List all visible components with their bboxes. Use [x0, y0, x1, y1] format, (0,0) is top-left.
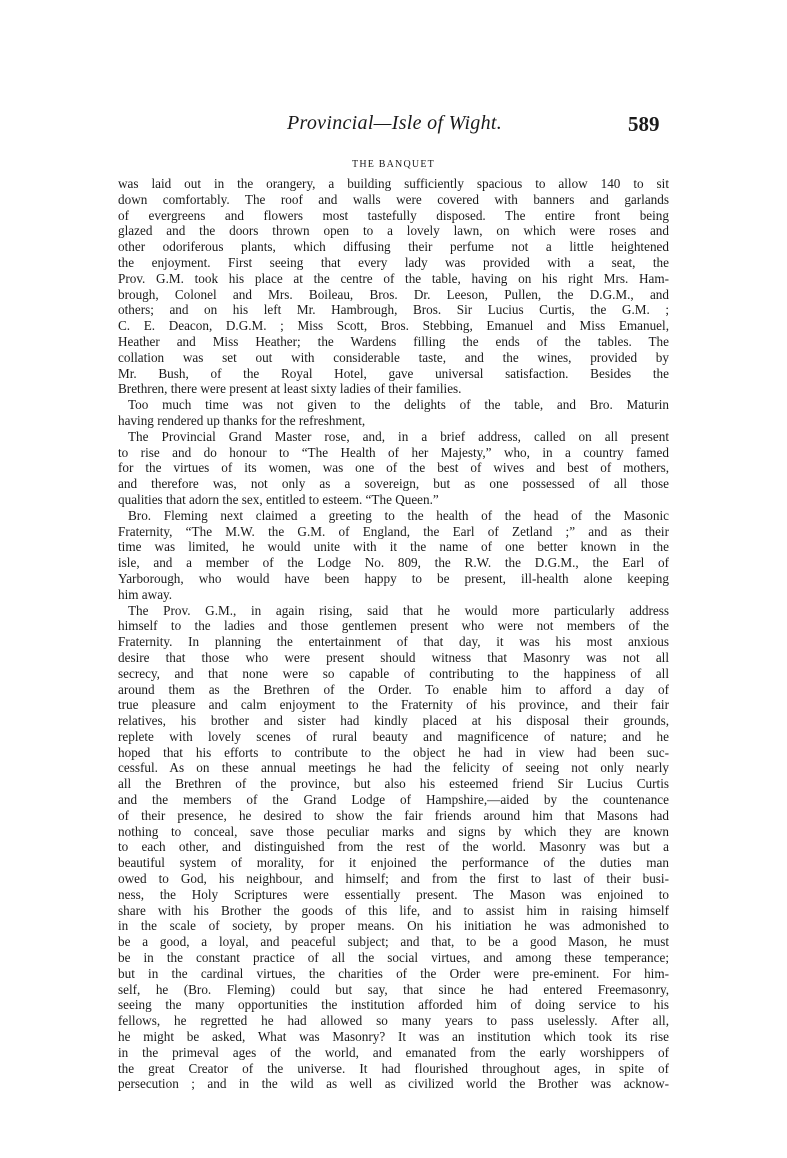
- text-line: true pleasure and calm enjoyment to the Fraternity of his province, and their fair: [118, 697, 669, 713]
- text-line: Heather and Miss Heather; the Wardens filling the ends of the tables. The: [118, 333, 669, 349]
- text-line: Yarborough, who would have been happy to be present, ill-health alone keeping: [118, 570, 669, 586]
- running-title: Provincial—Isle of Wight.: [287, 112, 503, 134]
- page-number: 589: [628, 112, 660, 136]
- text-line: to rise and do honour to “The Health of her Majesty,” who, in a country famed: [118, 444, 669, 460]
- text-line: for the virtues of its women, was one of the best of wives and best of mothers,: [118, 460, 669, 476]
- text-line: Fraternity, “The M.W. the G.M. of England, the Earl of Zetland ;” and as their: [118, 523, 669, 539]
- text-line: Mr. Bush, of the Royal Hotel, gave universal satisfaction. Besides the: [118, 365, 669, 381]
- text-line: persecution ; and in the wild as well as civilized world the Brother was acknow-: [118, 1076, 669, 1092]
- text-line: time was limited, he would unite with it the name of one better known in the: [118, 539, 669, 555]
- text-line: cessful. As on these annual meetings he had the felicity of seeing not only nearly: [118, 760, 669, 776]
- text-line: owed to God, his neighbour, and himself; and from the first to last of their busi-: [118, 871, 669, 887]
- text-line: be in the constant practice of all the social virtues, and among these temperance;: [118, 950, 669, 966]
- text-line: other odoriferous plants, which diffusing their perfume not a little heightened: [118, 239, 669, 255]
- text-line: was laid out in the orangery, a building sufficiently spacious to allow 140 to sit: [118, 176, 669, 191]
- text-line: brough, Colonel and Mrs. Boileau, Bros. Dr. Leeson, Pullen, the D.G.M., and: [118, 286, 669, 302]
- body-text: [118, 176, 669, 1092]
- text-line: around them as the Brethren of the Order. To enable him to afford a day of: [118, 681, 669, 697]
- text-line: collation was set out with considerable taste, and the wines, provided by: [118, 349, 669, 365]
- text-line: down comfortably. The roof and walls were covered with banners and garlands: [118, 191, 669, 207]
- text-line: and therefore was, not only as a sovereign, but as one possessed of all those: [118, 476, 669, 492]
- text-line: secrecy, and that none were so capable of contributing to the happiness of all: [118, 665, 669, 681]
- text-line: Fraternity. In planning the entertainment of that day, it was his most anxious: [118, 634, 669, 650]
- text-line: he might be asked, What was Masonry? It was an institution which took its rise: [118, 1029, 669, 1045]
- text-line: glazed and the doors thrown open to a lovely lawn, on which were roses and: [118, 223, 669, 239]
- text-line: self, he (Bro. Fleming) could but say, that since he had entered Freemasonry,: [118, 981, 669, 997]
- text-line: fellows, he regretted he had allowed so many years to pass uselessly. After all,: [118, 1013, 669, 1029]
- text-line: him away.: [118, 586, 173, 602]
- text-line: be a good, a loyal, and peaceful subject; and that, to be a good Mason, he must: [118, 934, 669, 950]
- text-line: of their presence, he desired to show the fair friends around him that Masons had: [118, 807, 669, 823]
- text-line: Prov. G.M. took his place at the centre of the table, having on his right Mrs. Ham-: [118, 270, 669, 286]
- text-line: qualities that adorn the sex, entitled to esteem. “The Queen.”: [118, 491, 439, 507]
- text-line: The Prov. G.M., in again rising, said that he would more particularly address: [128, 602, 669, 618]
- text-line: Brethren, there were present at least sixty ladies of their families.: [118, 381, 462, 397]
- text-line: seeing the many opportunities the institution afforded him of doing service to his: [118, 997, 669, 1013]
- text-line: The Provincial Grand Master rose, and, in a brief address, called on all present: [128, 428, 669, 444]
- text-line: relatives, his brother and sister had kindly placed at his disposal their grounds,: [118, 713, 669, 729]
- text-line: all the Brethren of the province, but also his esteemed friend Sir Lucius Curtis: [118, 776, 669, 792]
- text-line: but in the cardinal virtues, the charities of the Order were pre-eminent. For him-: [118, 965, 669, 981]
- text-line: himself to the ladies and those gentlemen present who were not members of the: [118, 618, 669, 634]
- section-title: THE BANQUET: [352, 159, 435, 170]
- text-line: Too much time was not given to the delights of the table, and Bro. Maturin: [128, 397, 669, 413]
- text-line: the great Creator of the universe. It had flourished throughout ages, in spite of: [118, 1060, 669, 1076]
- text-line: the enjoyment. First seeing that every lady was provided with a seat, the: [118, 254, 669, 270]
- text-line: Bro. Fleming next claimed a greeting to the health of the head of the Masonic: [128, 507, 669, 523]
- text-line: and the members of the Grand Lodge of Hampshire,—aided by the countenance: [118, 792, 669, 808]
- text-line: having rendered up thanks for the refreshment,: [118, 412, 366, 428]
- text-line: in the primeval ages of the world, and emanated from the early worshippers of: [118, 1044, 669, 1060]
- text-line: hoped that his efforts to contribute to the object he had in view had been suc-: [118, 744, 669, 760]
- text-line: beautiful system of morality, for it enjoined the performance of the duties man: [118, 855, 669, 871]
- text-line: C. E. Deacon, D.G.M. ; Miss Scott, Bros. Stebbing, Emanuel and Miss Emanuel,: [118, 318, 669, 334]
- text-line: of evergreens and flowers most tastefully disposed. The entire front being: [118, 207, 669, 223]
- text-line: share with his Brother the goods of this life, and to assist him in raising himself: [118, 902, 669, 918]
- text-line: to each other, and distinguished from the rest of the world. Masonry was but a: [118, 839, 669, 855]
- text-line: desire that those who were present should witness that Masonry was not all: [118, 649, 669, 665]
- text-line: replete with lovely scenes of rural beauty and magnificence of nature; and he: [118, 728, 669, 744]
- text-line: ness, the Holy Scriptures were essentially present. The Mason was enjoined to: [118, 886, 669, 902]
- text-line: isle, and a member of the Lodge No. 809, the R.W. the D.G.M., the Earl of: [118, 555, 669, 571]
- text-line: others; and on his left Mr. Hambrough, Bros. Sir Lucius Curtis, the G.M. ;: [118, 302, 669, 318]
- text-line: nothing to conceal, save those peculiar marks and signs by which they are known: [118, 823, 669, 839]
- text-line: in the scale of society, by proper means. On his initiation he was admonished to: [118, 918, 669, 934]
